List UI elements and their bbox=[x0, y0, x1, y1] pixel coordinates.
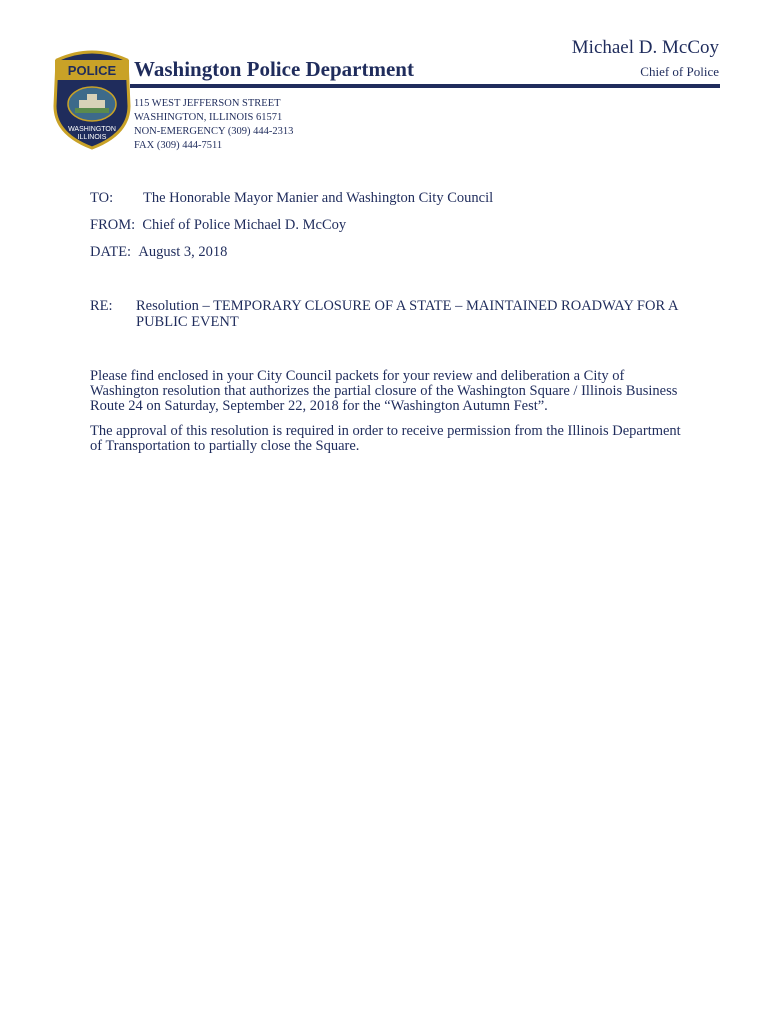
badge-state-text: ILLINOIS bbox=[77, 134, 107, 141]
memo-from bbox=[90, 217, 346, 234]
address-line: WASHINGTON, ILLINOIS 61571 bbox=[134, 112, 283, 123]
from-label: FROM: bbox=[90, 217, 136, 233]
department-name: Washington Police Department bbox=[134, 57, 414, 81]
address-line: NON-EMERGENCY (309) 444-2313 bbox=[134, 126, 294, 137]
from-value: Chief of Police Michael D. McCoy bbox=[142, 217, 347, 233]
re-label: RE: bbox=[90, 298, 113, 314]
body-paragraph-2: The approval of this resolution is required in order to receive permission from the Illinois Department of Transportation to partially close the Square. bbox=[90, 423, 681, 454]
address-line: 115 WEST JEFFERSON STREET bbox=[134, 98, 281, 109]
badge-city-text: WASHINGTON bbox=[68, 126, 116, 133]
chief-title: Chief of Police bbox=[640, 64, 719, 79]
chief-name: Michael D. McCoy bbox=[571, 37, 719, 58]
department-address bbox=[134, 97, 293, 153]
to-label: TO: bbox=[90, 190, 114, 206]
body-paragraph-1: Please find enclosed in your City Council packets for your review and deliberation a City of Washington resolution that authorizes the partial closure of the Washington Square / Illinois Business Route 24 on Saturday, September 22, 2018 for the “Washington Autumn Fest”. bbox=[90, 368, 678, 414]
re-value: Resolution – TEMPORARY CLOSURE OF A STATE – MAINTAINED ROADWAY FOR A PUBLIC EVENT bbox=[136, 298, 678, 330]
memo-to bbox=[90, 190, 493, 207]
badge-title-text: POLICE bbox=[67, 63, 117, 78]
date-value: August 3, 2018 bbox=[138, 244, 228, 260]
date-label: DATE: bbox=[90, 244, 132, 260]
memo-re bbox=[90, 298, 696, 331]
to-value: The Honorable Mayor Manier and Washington City Council bbox=[143, 190, 494, 206]
memo-date bbox=[90, 244, 227, 261]
police-badge-logo bbox=[51, 46, 133, 150]
address-line: FAX (309) 444-7511 bbox=[134, 140, 223, 151]
header-divider bbox=[130, 84, 720, 88]
